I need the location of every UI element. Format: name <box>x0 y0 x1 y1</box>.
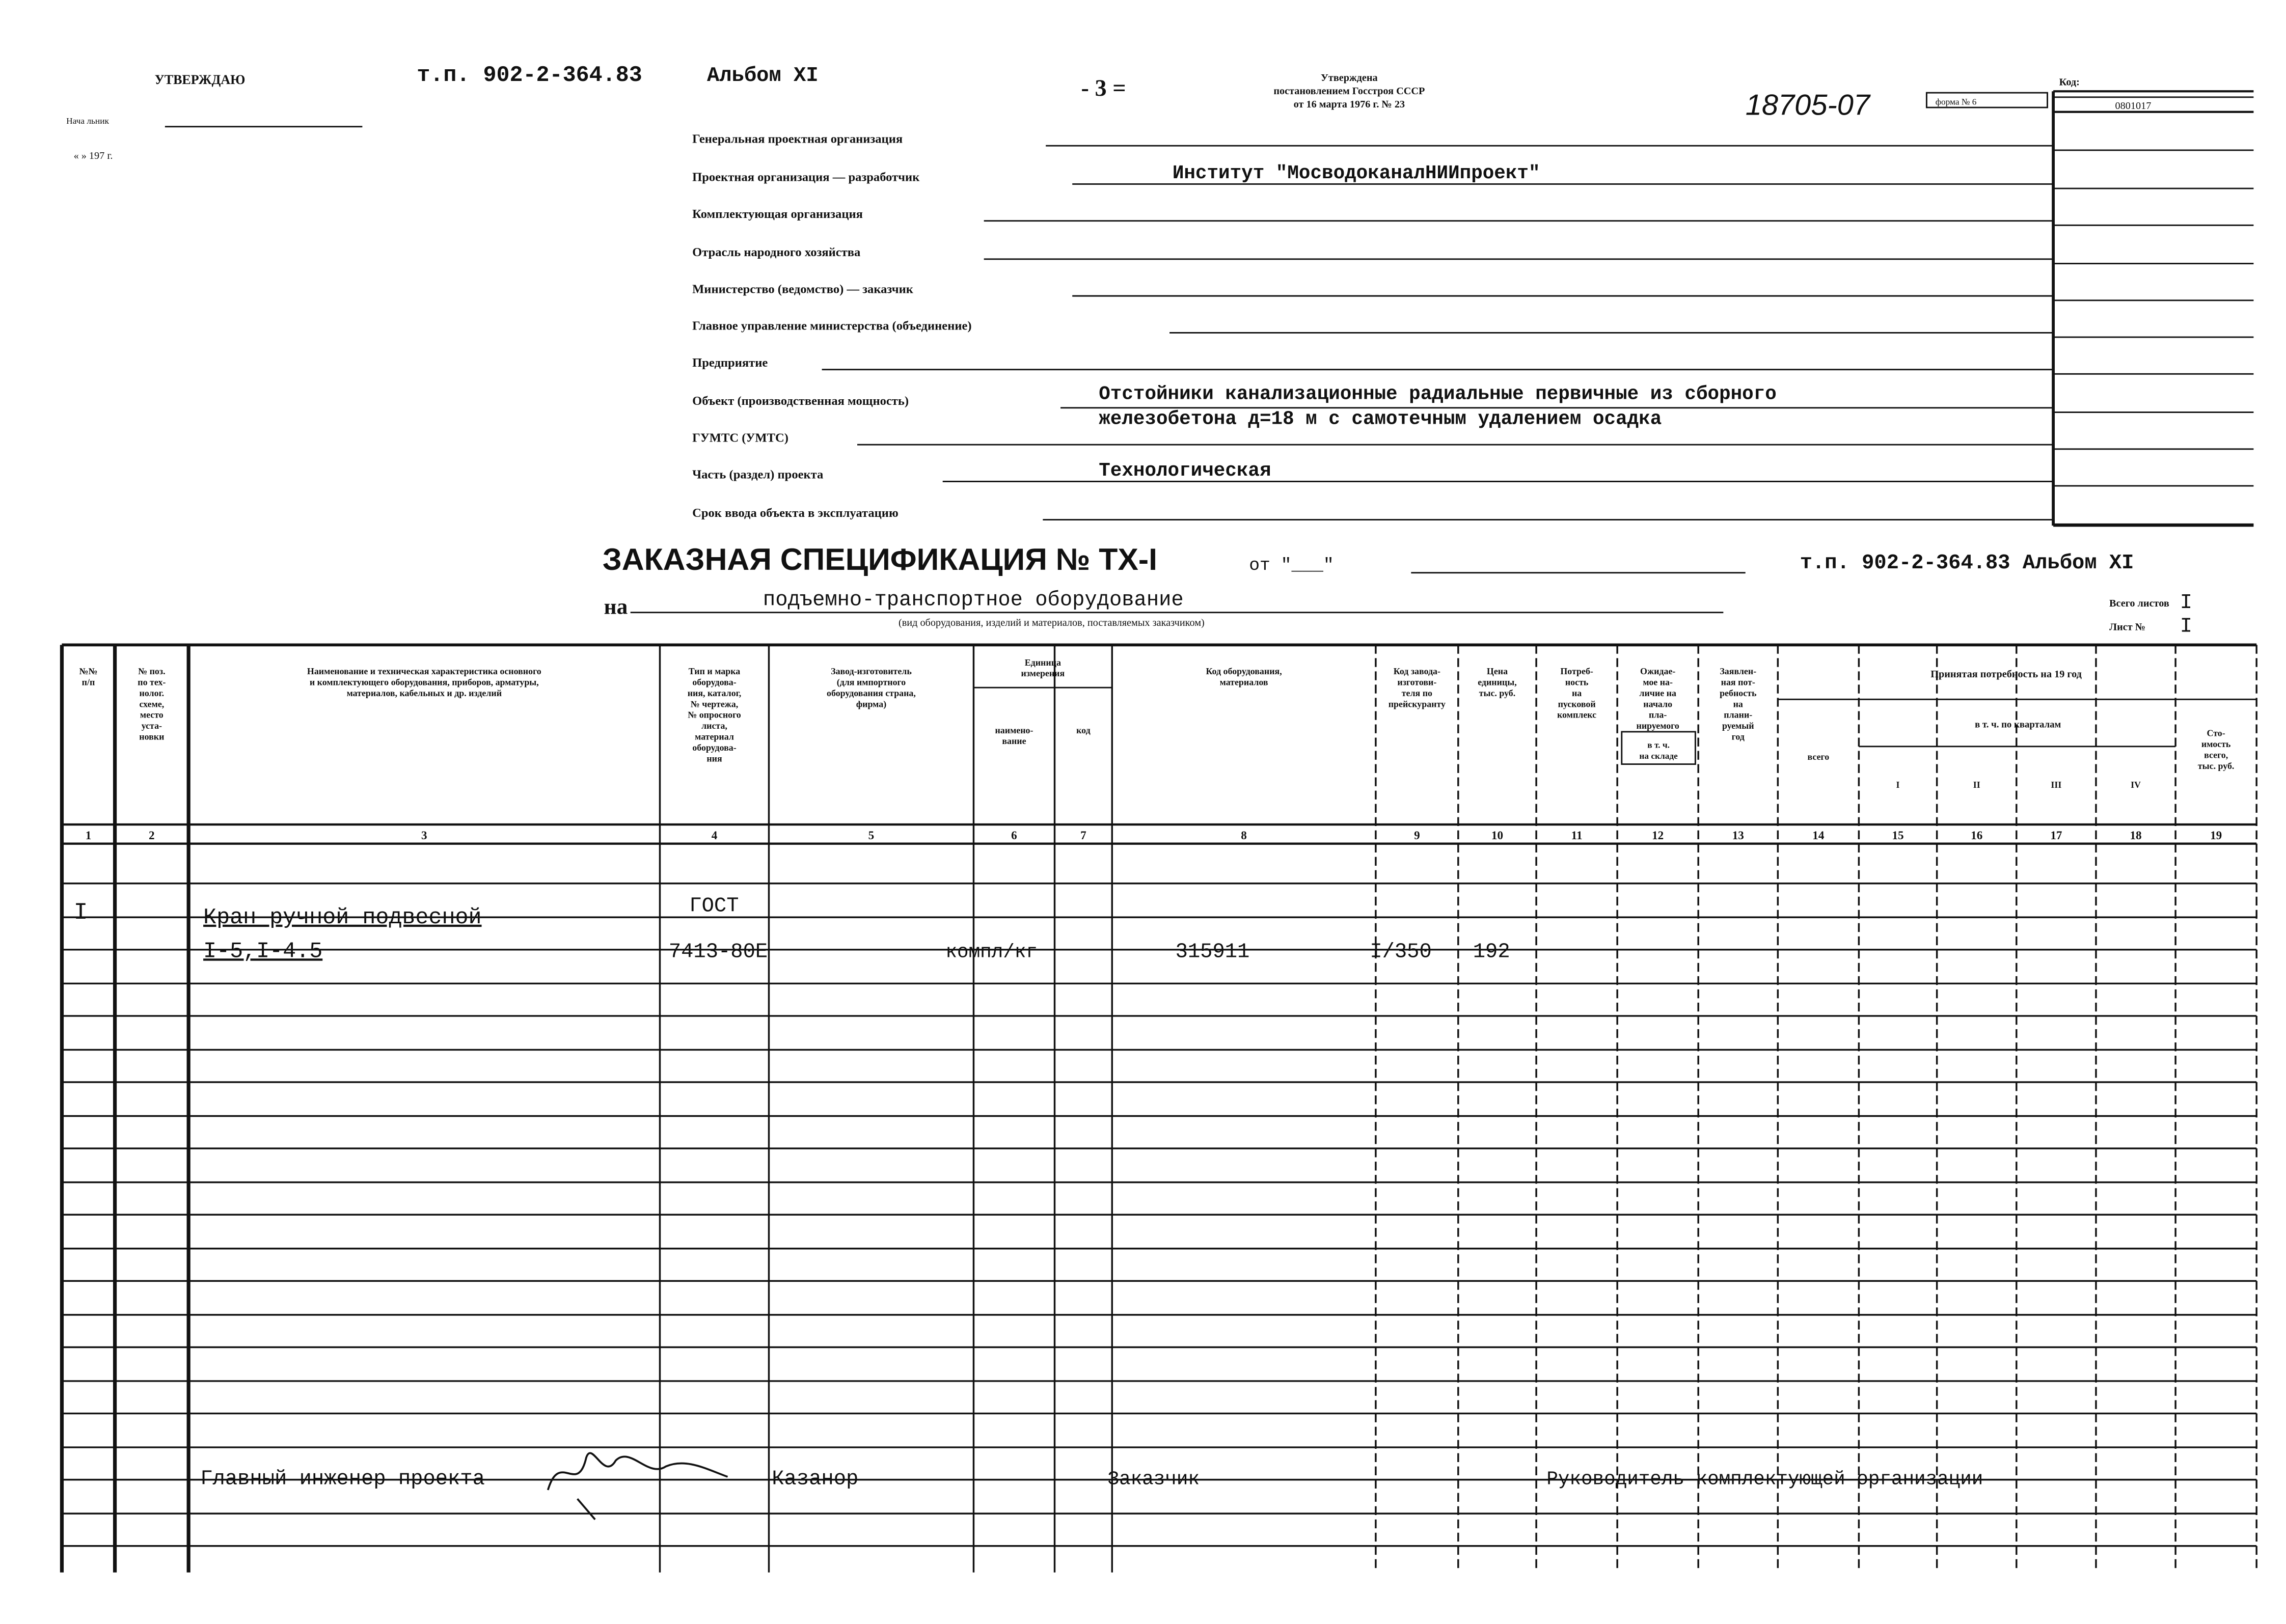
field-value: Технологическая <box>1099 460 1271 482</box>
equipment-type: подъемно-транспортное оборудование <box>763 588 1184 612</box>
column-number: 16 <box>1971 829 1983 842</box>
approved-line-2: постановлением Госстроя СССР <box>1273 86 1425 97</box>
spec-ref: т.п. 902-2-364.83 Альбом XI <box>1800 552 2134 575</box>
field-label: Министерство (ведомство) — заказчик <box>692 282 913 296</box>
approve-date: « » 197 г. <box>73 150 113 162</box>
column-number: 6 <box>1011 829 1017 842</box>
code-value: 0801017 <box>2115 100 2152 112</box>
column-number: 14 <box>1812 829 1825 842</box>
code-label: Код: <box>2059 76 2080 88</box>
column-number: 17 <box>2050 829 2062 842</box>
table-row <box>203 939 1510 964</box>
spec-table-grid <box>62 645 2256 1572</box>
column-header: Код оборудования, материалов <box>1206 666 1282 687</box>
column-number: 3 <box>421 829 427 842</box>
unit-name: компл/кг <box>945 942 1038 964</box>
column-number: 18 <box>2130 829 2142 842</box>
item-name: Кран ручной подвесной <box>203 905 482 930</box>
approve-chief: Нача льник <box>66 116 109 126</box>
need-group-header: Принятая потребность на 19 год <box>1930 668 2082 680</box>
column-number: 11 <box>1571 829 1583 842</box>
approval-block <box>66 72 362 161</box>
column-header: Завод-изготовитель (для импортного оборудования страна, фирма) <box>827 666 916 709</box>
column-number: 4 <box>711 829 718 842</box>
column-header: Код завода-изготови-теля по прейскуранту <box>1388 666 1446 709</box>
stock-subheader: в т. ч. на складе <box>1639 740 1678 761</box>
chief-engineer-label: Главный инженер проекта <box>200 1467 485 1491</box>
column-header: код <box>1076 725 1091 735</box>
column-number: 19 <box>2210 829 2222 842</box>
column-header: Заявлен-ная пот-ребность на плани-руемый год <box>1720 666 1757 742</box>
field-label: Объект (производственная мощность) <box>692 394 909 408</box>
column-number: 2 <box>149 829 155 842</box>
item-type: ГОСТ <box>689 894 739 918</box>
unit-price: 192 <box>1473 940 1510 964</box>
column-header: всего <box>1807 751 1830 762</box>
approved-by-block <box>1273 72 1425 110</box>
album-label: Альбом XI <box>707 64 819 88</box>
column-number: 1 <box>85 829 92 842</box>
column-number: 9 <box>1414 829 1420 842</box>
column-header: Ожидае-мое на-личие на начало пла-нируемого <box>1636 666 1679 731</box>
column-header: II <box>1973 779 1980 790</box>
field-value: Отстойники канализационные радиальные первичные из сборного <box>1099 383 1777 405</box>
spec-from: от "___" <box>1249 555 1334 575</box>
doc-number: 18705-07 <box>1745 89 1870 122</box>
title-block <box>603 542 2192 638</box>
chief-engineer-name: Казанор <box>772 1467 859 1491</box>
spec-table-header <box>79 657 2235 842</box>
field-value: железобетона д=18 м с самотечным удалением осадка <box>1099 408 1662 430</box>
sheet-no: I <box>2180 615 2193 639</box>
column-header: Наименование и техническая характеристика основного и комплектующего оборудования, приборов, арматуры, материалов, кабельных и др. изделий <box>307 666 541 698</box>
column-header: III <box>2051 779 2062 790</box>
column-number: 8 <box>1241 829 1247 842</box>
row-number: I <box>73 899 88 926</box>
table-row <box>74 895 739 930</box>
column-number: 12 <box>1652 829 1664 842</box>
spec-title: ЗАКАЗНАЯ СПЕЦИФИКАЦИЯ № ТХ-I <box>602 541 1157 576</box>
column-header: Цена единицы, тыс. руб. <box>1478 666 1517 698</box>
page-mark: - 3 = <box>1081 75 1126 101</box>
column-number: 5 <box>868 829 875 842</box>
field-label: Часть (раздел) проекта <box>692 467 824 482</box>
column-number: 10 <box>1491 829 1504 842</box>
column-header: Тип и марка оборудова-ния, каталог, № чертежа, № опросного листа, материал оборудова-ния <box>687 666 742 764</box>
field-label: Главное управление министерства (объединение) <box>692 319 972 333</box>
on-label: на <box>604 594 628 619</box>
column-header: №№ п/п <box>79 666 98 687</box>
sheets-total-label: Всего листов <box>2109 598 2169 610</box>
equipment-code: 315911 <box>1175 940 1250 964</box>
approved-line-3: от 16 марта 1976 г. № 23 <box>1293 99 1405 111</box>
field-label: Комплектующая организация <box>692 207 863 221</box>
column-header: I <box>1896 779 1900 790</box>
signature <box>548 1453 728 1519</box>
form-label: форма № 6 <box>1935 97 1977 107</box>
field-label: Срок ввода объекта в эксплуатацию <box>692 506 899 520</box>
column-number: 13 <box>1732 829 1744 842</box>
field-label: Проектная организация — разработчик <box>692 170 920 184</box>
column-number: 15 <box>1892 829 1904 842</box>
column-header: Потреб-ность на пусковой комплекс <box>1557 666 1597 720</box>
field-label: ГУМТС (УМТС) <box>692 431 788 445</box>
units-group-header: Единица измерения <box>1021 657 1065 679</box>
organization-fields <box>692 132 2253 524</box>
sheet-no-label: Лист № <box>2109 621 2146 633</box>
column-header: Сто-имость всего, тыс. руб. <box>2197 728 2235 771</box>
column-header: IV <box>2131 779 2141 790</box>
spec-table-body <box>74 895 1510 965</box>
head-label: Руководитель комплектующей организации <box>1546 1469 1983 1491</box>
quarters-group-header: в т. ч. по кварталам <box>1975 719 2061 730</box>
column-header: наимено-вание <box>995 725 1033 747</box>
field-label: Отрасль народного хозяйства <box>692 245 861 260</box>
item-size: I-5,I-4.5 <box>203 939 323 965</box>
column-number: 7 <box>1080 829 1086 842</box>
customer-label: Заказчик <box>1107 1469 1200 1491</box>
field-label: Предприятие <box>692 355 768 370</box>
project-number: т.п. 902-2-364.83 <box>417 63 642 89</box>
field-label: Генеральная проектная организация <box>692 132 903 146</box>
supplier-code: I/350 <box>1370 940 1432 964</box>
code-column <box>2053 91 2253 526</box>
on-caption: (вид оборудования, изделий и материалов, поставляемых заказчиком) <box>898 617 1205 628</box>
item-standard: 7413-80Е <box>668 940 768 964</box>
approved-line-1: Утверждена <box>1321 72 1378 84</box>
sheets-total: I <box>2180 591 2193 615</box>
column-header: № поз. по тех-нолог. схеме, место уста-новки <box>138 666 166 742</box>
signature-row <box>200 1453 1983 1519</box>
field-value: Институт "МосводоканалНИИпроект" <box>1172 162 1540 184</box>
approve-label: УТВЕРЖДАЮ <box>154 72 246 87</box>
